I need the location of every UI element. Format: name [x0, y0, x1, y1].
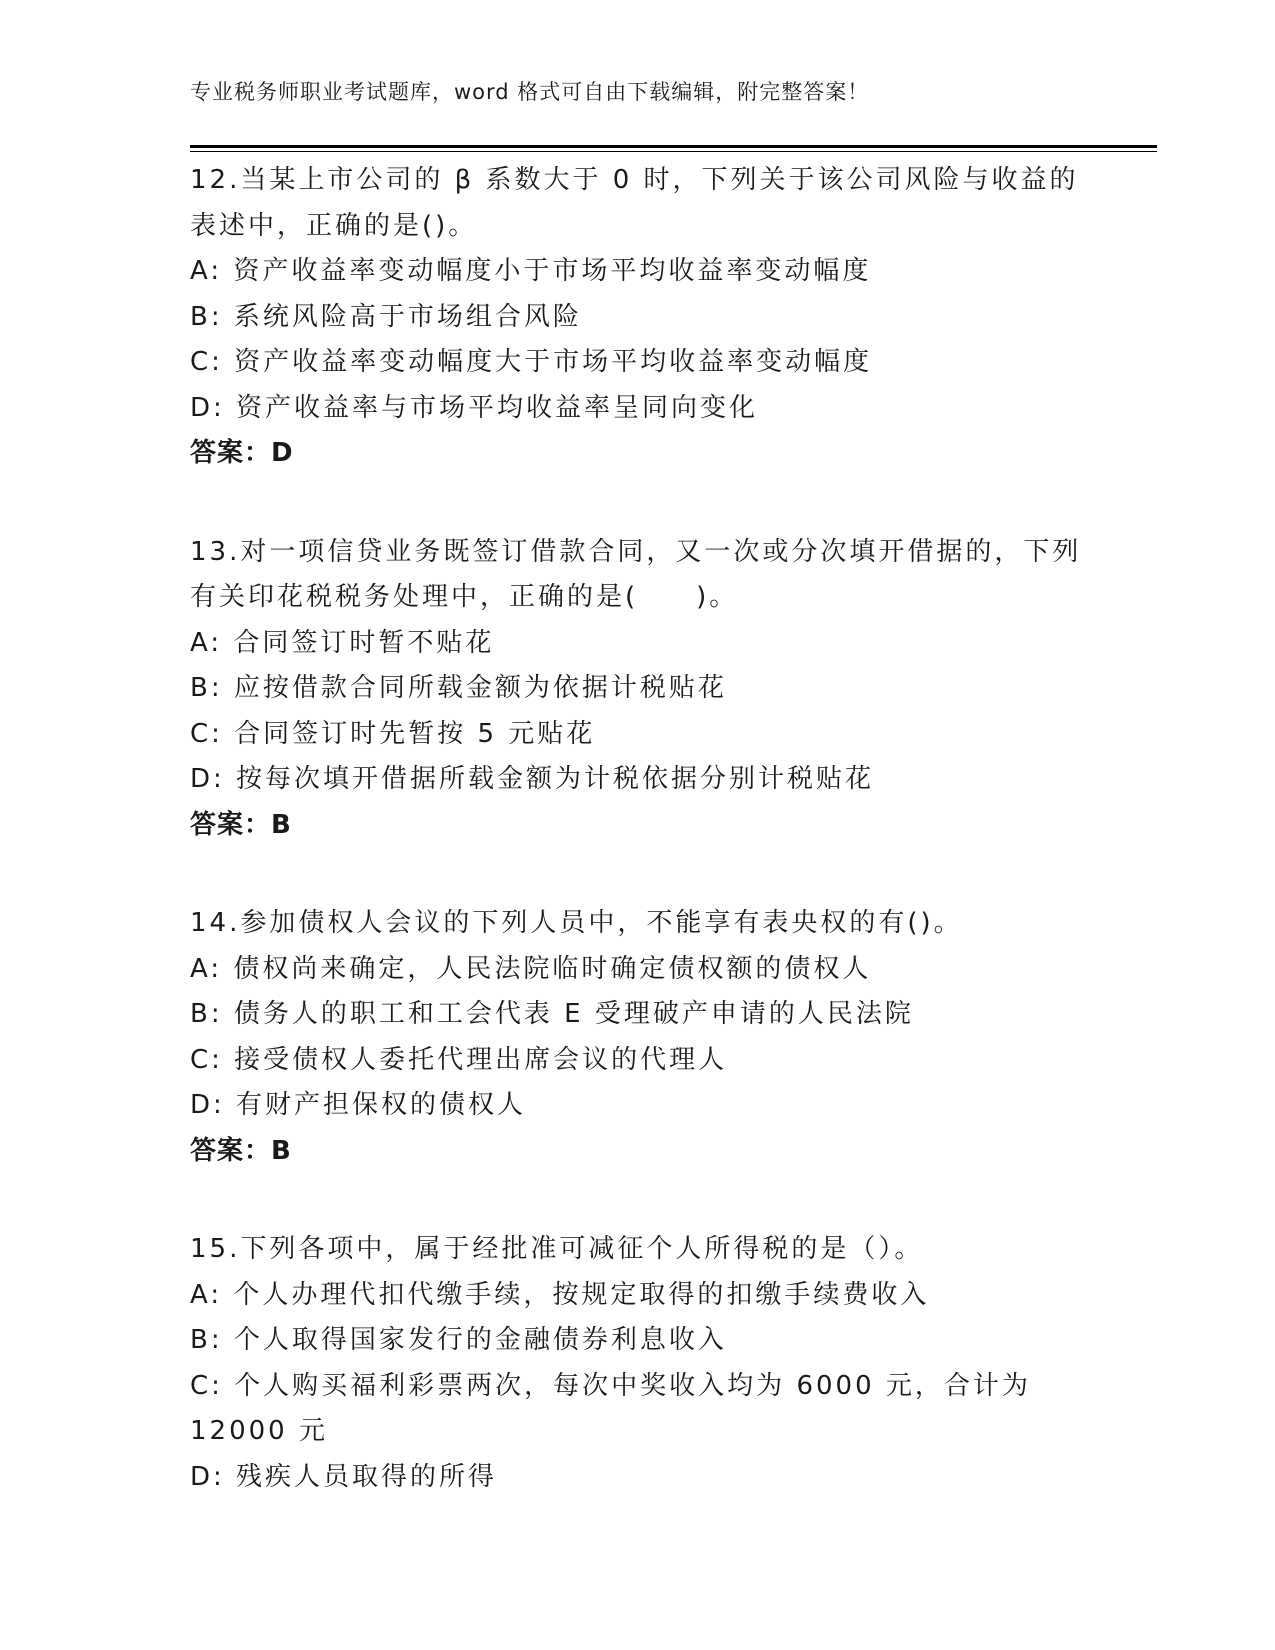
header-divider-thick	[190, 145, 1157, 148]
option-a: A: 债权尚来确定，人民法院临时确定债权额的债权人	[190, 953, 872, 984]
question-stem: 12.当某上市公司的 β 系数大于 0 时，下列关于该公司风险与收益的表述中，正确的是()。	[190, 165, 1079, 241]
option-a: A: 个人办理代扣代缴手续，按规定取得的扣缴手续费收入	[190, 1279, 930, 1310]
option-b: B: 债务人的职工和工会代表 E 受理破产申请的人民法院	[190, 999, 914, 1029]
question-13	[190, 530, 1090, 849]
option-b: B: 系统风险高于市场组合风险	[190, 301, 582, 332]
page-header: 专业税务师职业考试题库，word 格式可自由下载编辑，附完整答案！	[190, 80, 870, 104]
question-stem: 15.下列各项中，属于经批准可减征个人所得税的是（）。	[190, 1234, 924, 1264]
option-c: C: 接受债权人委托代理出席会议的代理人	[190, 1044, 728, 1075]
option-b: B: 个人取得国家发行的金融债券利息收入	[190, 1325, 727, 1355]
answer-label: 答案：D	[190, 438, 294, 468]
answer-label: 答案：B	[190, 1135, 292, 1166]
option-c: C: 个人购买福利彩票两次，每次中奖收入均为 6000 元，合计为 12000 元	[190, 1370, 1031, 1446]
option-c: C: 资产收益率变动幅度大于市场平均收益率变动幅度	[190, 347, 873, 377]
question-stem: 13.对一项信贷业务既签订借款合同，又一次或分次填开借据的，下列有关印花税税务处理中，正确的是( )。	[190, 536, 1082, 612]
option-d: D: 资产收益率与市场平均收益率呈同向变化	[190, 392, 759, 423]
question-12	[190, 158, 1090, 477]
option-d: D: 有财产担保权的债权人	[190, 1090, 527, 1120]
question-stem: 14.参加债权人会议的下列人员中，不能享有表央权的有()。	[190, 908, 963, 938]
question-list	[190, 158, 1090, 1553]
option-d: D: 残疾人员取得的所得	[190, 1461, 498, 1492]
option-b: B: 应按借款合同所载金额为依据计税贴花	[190, 673, 727, 703]
option-a: A: 合同签订时暂不贴花	[190, 627, 495, 658]
question-14	[190, 901, 1090, 1174]
option-c: C: 合同签订时先暂按 5 元贴花	[190, 718, 596, 749]
answer-label: 答案：B	[190, 809, 292, 840]
option-a: A: 资产收益率变动幅度小于市场平均收益率变动幅度	[190, 256, 872, 286]
option-d: D: 按每次填开借据所载金额为计税依据分别计税贴花	[190, 764, 875, 794]
header-divider-thin	[190, 151, 1157, 152]
question-15	[190, 1227, 1090, 1500]
